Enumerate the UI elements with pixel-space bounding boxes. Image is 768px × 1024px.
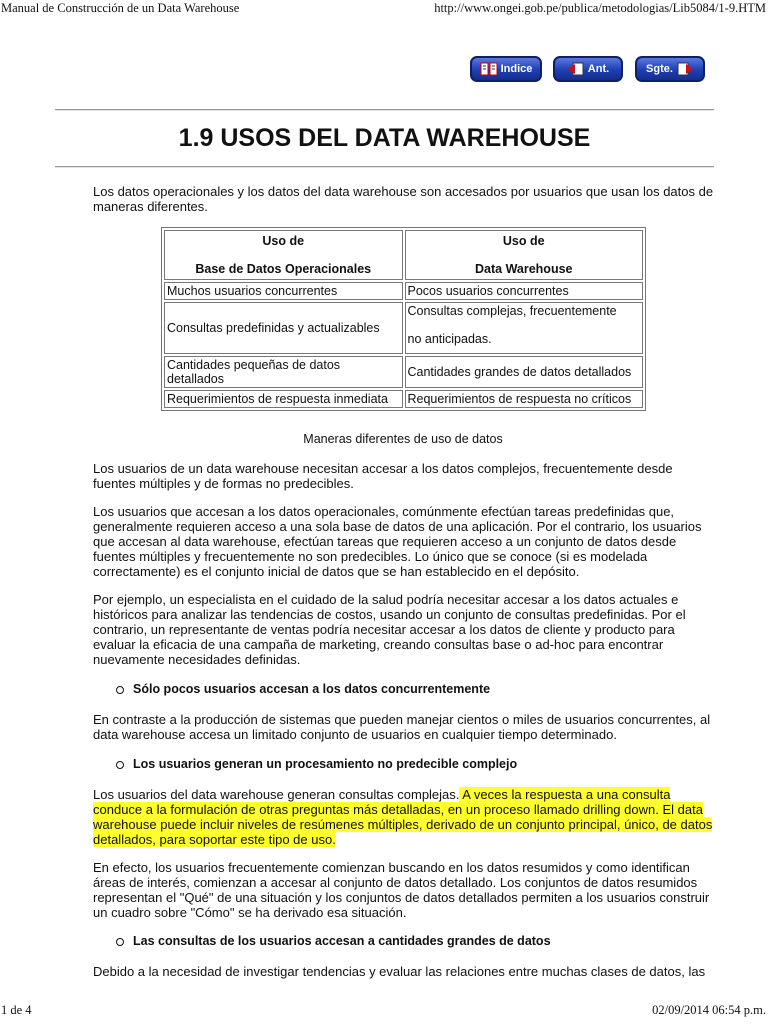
paragraph-highlighted: Los usuarios del data warehouse generan consultas complejas. A veces la respuesta a una consulta conduce a la formulación de otras preguntas más detalladas, en un proceso llamado drilling down. El data warehouse puede incluir niveles de resúmenes múltiples, derivado de un conjunto principal, único, de datos detallados, para soportar este tipo de uso. (93, 787, 713, 847)
print-header-url: http://www.ongei.gob.pe/publica/metodologias/Lib5084/1-9.HTM (434, 1, 766, 15)
print-header (0, 0, 768, 16)
table-header-row (164, 230, 643, 280)
paragraph: Los usuarios de un data warehouse necesitan accesar a los datos complejos, frecuentemente desde fuentes múltiples y de formas no predecibles. (93, 461, 673, 491)
print-header-title: Manual de Construcción de un Data Warehouse (1, 1, 240, 15)
page-title: 1.9 USOS DEL DATA WAREHOUSE (178, 124, 591, 152)
table-row (164, 390, 643, 408)
paragraph: En contraste a la producción de sistemas que pueden manejar cientos o miles de usuarios concurrentes, al data warehouse accesa un limitado conjunto de usuarios en cualquier tiempo determinado. (93, 712, 711, 742)
circle-bullet-icon (116, 761, 124, 769)
bullet-heading: Sólo pocos usuarios accesan a los datos concurrentemente (116, 682, 490, 697)
book-icon (480, 61, 498, 77)
table-cell: Pocos usuarios concurrentes (405, 282, 644, 300)
table-cell: Requerimientos de respuesta inmediata (164, 390, 403, 408)
table-header-warehouse: Uso de Data Warehouse (405, 230, 644, 280)
table-cell: Requerimientos de respuesta no críticos (405, 390, 644, 408)
table-cell: Consultas complejas, frecuentemente no anticipadas. (405, 302, 644, 354)
paragraph: En efecto, los usuarios frecuentemente comienzan buscando en los datos resumidos y como identifican áreas de interés, comienzan a accesar al conjunto de datos detallado. Los conjuntos de datos resumidos representan el "Qué" de una situación y los conjuntos de datos detallados permiten a los usuarios construir un cuadro sobre "Cómo" se ha derivado esa situación. (93, 860, 710, 920)
divider-title (55, 166, 714, 168)
index-button[interactable] (470, 56, 542, 82)
paragraph: Los usuarios que accesan a los datos operacionales, comúnmente efectúan tareas predefinidas que, generalmente requieren acceso a una sola base de datos de una aplicación. Por el contrario, los usuarios que accesan al data warehouse, efectúan tareas que requieren acceso a un conjunto de datos desde fuentes múltiples y frecuentemente no son predecibles. Lo único que se conoce (si es modelada correctamente) es el conjunto inicial de datos que se han establecido en el depósito. (93, 504, 702, 579)
paragraph: Por ejemplo, un especialista en el cuidado de la salud podría necesitar accesar a los datos actuales e históricos para analizar las tendencias de costos, usando un conjunto de consultas predefinidas. Por el contrario, un representante de ventas podría necesitar accesar a los datos de cliente y producto para evaluar la eficacia de una campaña de marketing, creando consultas base o ad-hoc para encontrar nuevamente necesidades definidas. (93, 592, 686, 667)
arrow-right-icon (676, 61, 694, 77)
bullet-heading: Las consultas de los usuarios accesan a cantidades grandes de datos (116, 934, 551, 949)
intro-paragraph: Los datos operacionales y los datos del data warehouse son accesados por usuarios que usan los datos de maneras diferentes. (93, 184, 714, 214)
table-cell: Cantidades grandes de datos detallados (405, 356, 644, 388)
table-cell: Consultas predefinidas y actualizables (164, 302, 403, 354)
highlighted-text: A veces la respuesta a una consulta conduce a la formulación de otras preguntas más detalladas, en un proceso llamado drilling down. El data warehouse puede incluir niveles de resúmenes múltiples, derivado de un conjunto principal, único, de datos detallados, para soportar este tipo de uso. (93, 787, 713, 847)
table-row (164, 282, 643, 300)
table-cell: Cantidades pequeñas de datos detallados (164, 356, 403, 388)
next-button[interactable] (635, 56, 705, 82)
usage-comparison-table (161, 227, 646, 411)
circle-bullet-icon (116, 938, 124, 946)
table-row (164, 302, 643, 354)
circle-bullet-icon (116, 686, 124, 694)
index-button-label: Indice (500, 63, 533, 75)
previous-button-label: Ant. (587, 63, 610, 75)
next-button-label: Sgte. (646, 63, 673, 75)
table-header-operational: Uso de Base de Datos Operacionales (164, 230, 403, 280)
arrow-left-icon (567, 61, 585, 77)
print-footer (0, 1002, 768, 1018)
paragraph: Debido a la necesidad de investigar tendencias y evaluar las relaciones entre muchas clases de datos, las (93, 964, 706, 979)
page-counter: 1 de 4 (1, 1003, 32, 1017)
table-caption: Maneras diferentes de uso de datos (303, 432, 503, 446)
table-row (164, 356, 643, 388)
divider-top (55, 109, 714, 111)
previous-button[interactable] (553, 56, 623, 82)
print-datetime: 02/09/2014 06:54 p.m. (652, 1003, 766, 1017)
bullet-heading: Los usuarios generan un procesamiento no predecible complejo (116, 757, 517, 772)
table-cell: Muchos usuarios concurrentes (164, 282, 403, 300)
